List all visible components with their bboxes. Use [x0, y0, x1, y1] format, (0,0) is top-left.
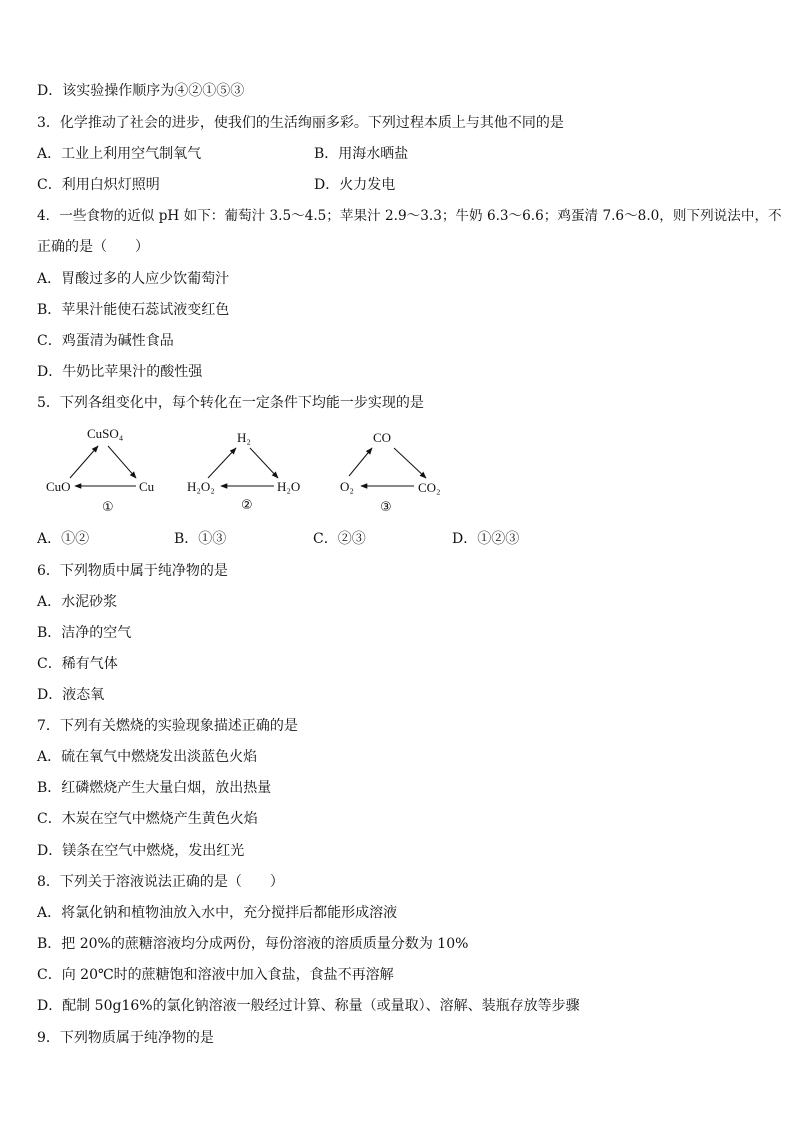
q9-stem: 9．下列物质属于纯净物的是 [37, 1030, 214, 1046]
q4-option-a: A．胃酸过多的人应少饮葡萄汁 [37, 271, 230, 287]
q7-stem: 7．下列有关燃烧的实验现象描述正确的是 [37, 718, 298, 734]
d3-arrow-left-up [349, 448, 372, 476]
d3-number: ③ [380, 500, 392, 515]
q4-option-d: D．牛奶比苹果汁的酸性强 [37, 364, 203, 380]
q3-option-c: C．利用白炽灯照明 [37, 177, 160, 193]
q7-option-c: C．木炭在空气中燃烧产生黄色火焰 [37, 811, 258, 827]
q7-option-a: A．硫在氧气中燃烧发出淡蓝色火焰 [37, 749, 258, 765]
q3-option-b: B．用海水晒盐 [314, 146, 409, 162]
d1-number: ① [102, 500, 114, 515]
d2-arrow-right-down [250, 448, 278, 478]
d2-number: ② [241, 498, 253, 513]
q8-option-d: D．配制 50g16%的氯化钠溶液一般经过计算、称量（或量取）、溶解、装瓶存放等步骤 [37, 998, 580, 1014]
d2-arrow-left-up [208, 448, 236, 478]
q5-stem: 5．下列各组变化中，每个转化在一定条件下均能一步实现的是 [37, 395, 424, 411]
d2-top: H₂ [237, 430, 251, 445]
d1-arrow-left-up [70, 446, 98, 478]
q6-option-b: B．洁净的空气 [37, 625, 132, 641]
q5-option-d: D．①②③ [452, 531, 520, 547]
d1-left: CuO [46, 479, 71, 494]
d2-right: H₂O [277, 479, 301, 494]
q4-stem-line1: 4．一些食物的近似 pH 如下：葡萄汁 3.5～4.5；苹果汁 2.9～3.3；牛奶 6.3～6.6；鸡蛋清 7.6～8.0，则下列说法中，不 [37, 208, 782, 224]
d3-arrow-right-down [394, 448, 426, 478]
q3-option-d: D．火力发电 [314, 177, 396, 193]
q4-option-b: B．苹果汁能使石蕊试液变红色 [37, 302, 230, 318]
d1-right: Cu [139, 479, 155, 494]
diagram-1 [46, 426, 155, 515]
d3-left: O₂ [340, 479, 354, 494]
d2-left: H₂O₂ [187, 479, 215, 494]
d1-arrow-right-down [108, 446, 136, 478]
q4-option-c: C．鸡蛋清为碱性食品 [37, 333, 174, 349]
q2-option-d: D．该实验操作顺序为④②①⑤③ [37, 83, 245, 99]
q7-option-b: B．红磷燃烧产生大量白烟，放出热量 [37, 780, 272, 796]
q5-option-b: B．①③ [174, 531, 227, 547]
q8-option-c: C．向 20℃时的蔗糖饱和溶液中加入食盐，食盐不再溶解 [37, 967, 394, 983]
q4-stem-line2: 正确的是（ ） [37, 239, 149, 255]
q5-option-c: C．②③ [313, 531, 366, 547]
q3-stem: 3．化学推动了社会的进步，使我们的生活绚丽多彩。下列过程本质上与其他不同的是 [37, 115, 564, 131]
diagram-2 [187, 430, 300, 513]
q6-option-a: A．水泥砂浆 [37, 594, 118, 610]
diagram-3 [340, 430, 441, 515]
q6-option-d: D．液态氧 [37, 687, 105, 703]
q6-stem: 6．下列物质中属于纯净物的是 [37, 563, 228, 579]
q6-option-c: C．稀有气体 [37, 656, 118, 672]
d1-top: CuSO₄ [87, 426, 124, 441]
q3-option-a: A．工业上利用空气制氧气 [37, 146, 202, 162]
q5-option-a: A．①② [37, 531, 90, 547]
d3-right: CO₂ [418, 480, 441, 495]
q7-option-d: D．镁条在空气中燃烧，发出红光 [37, 843, 245, 859]
q8-stem: 8．下列关于溶液说法正确的是（ ） [37, 874, 284, 890]
q8-option-b: B．把 20%的蔗糖溶液均分成两份，每份溶液的溶质质量分数为 10% [37, 936, 469, 952]
q8-option-a: A．将氯化钠和植物油放入水中，充分搅拌后都能形成溶液 [37, 905, 398, 921]
d3-top: CO [373, 430, 392, 445]
q5-diagrams [0, 420, 794, 520]
